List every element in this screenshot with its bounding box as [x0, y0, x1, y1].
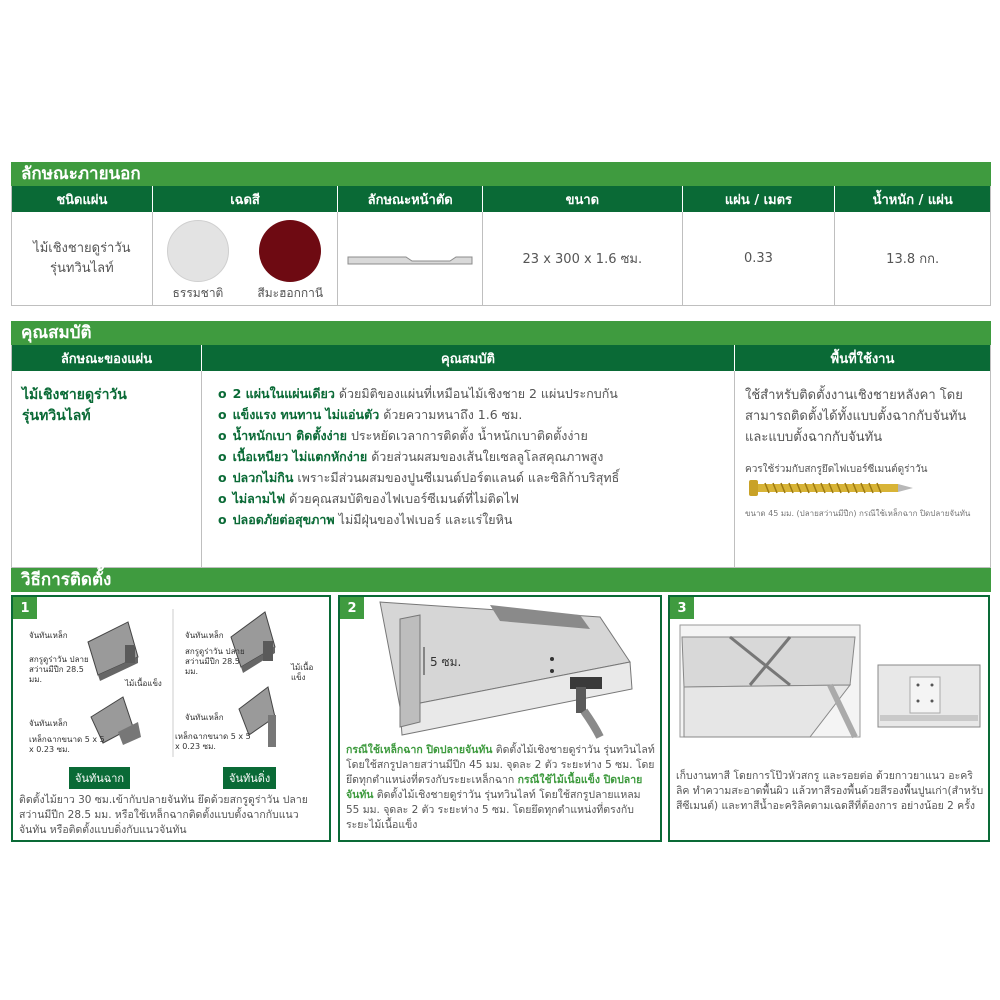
step-2-text-1: ติดตั้งไม้เชิงชายดูร่าวัน รุ่นทวินไลท์ โดยใช้สกรูปลายสว่านมีปีก 45 มม. จุดละ 2 ตัว ระยะห่าง 5 ซม. โดยยึดทุกตำแหน่งที่ตรงกับระยะเหล็กฉาก [346, 744, 655, 786]
label-rafter-d: จันทันเหล็ก [185, 713, 224, 722]
properties-type-cell [12, 371, 202, 567]
label-angle-c: เหล็กฉากขนาด 5 x 5 x 0.23 ซม. [29, 735, 105, 754]
profile-cross-section-image [346, 249, 474, 269]
header-type: ชนิดแผ่น [12, 186, 153, 212]
color-swatches [153, 212, 339, 305]
list-item: o 2 แผ่นในแผ่นเดียว ด้วยมิติของแผ่นที่เหมือนไม้เชิงชาย 2 แผ่นประกบกัน [218, 386, 618, 401]
step-number: 3 [670, 597, 694, 619]
swatch-natural-dot [167, 220, 229, 282]
swatch-mahogany-label: สีมะฮอกกานี [257, 286, 324, 300]
exterior-section-title: ลักษณะภายนอก [11, 162, 991, 186]
header-color: เฉดสี [153, 186, 339, 212]
list-item: o น้ำหนักเบา ติดตั้งง่าย ประหยัดเวลาการติดตั้ง น้ำหนักเบาติดตั้งง่าย [218, 428, 588, 443]
step-3-diagram-image [670, 597, 988, 742]
step-2-text [346, 743, 656, 833]
list-item: o ไม่ลามไฟ ด้วยคุณสมบัติของไฟเบอร์ซีเมนต์ที่ไม่ติดไฟ [218, 491, 520, 506]
header-profile: ลักษณะหน้าตัด [338, 186, 483, 212]
header-size: ขนาด [483, 186, 683, 212]
per-meter-cell: 0.33 [683, 212, 836, 305]
profile-cell [338, 212, 483, 305]
exterior-table [11, 186, 991, 306]
swatch-mahogany [257, 220, 323, 305]
header-usage: พื้นที่ใช้งาน [830, 351, 895, 367]
header-per-meter: แผ่น / เมตร [683, 186, 836, 212]
swatch-natural-label: ธรรมชาติ [172, 286, 224, 300]
product-type-cell [12, 212, 153, 305]
label-rafter-a: จันทันเหล็ก [29, 631, 68, 640]
tag-vertical-rafter: จันทันดิ่ง [223, 767, 276, 789]
screw-image [745, 477, 925, 499]
list-item: o ปลอดภัยต่อสุขภาพ ไม่มีฝุ่นของไฟเบอร์ และแร่ใยหิน [218, 512, 513, 527]
label-screw-b: สกรูดูร่าวัน ปลายสว่านมีปีก 28.5 มม. [185, 647, 245, 676]
step-2-highlight-2: กรณีใช้ไม้เนื้อแข็ง ปิดปลายจันทัน [346, 774, 643, 801]
step-2-diagram-image [340, 597, 660, 742]
exterior-table-row [12, 212, 990, 305]
label-rafter-b: จันทันเหล็ก [185, 631, 224, 640]
step-2-highlight-1: กรณีใช้เหล็กฉาก ปิดปลายจันทัน [346, 744, 493, 756]
header-sheet-type: ลักษณะของแผ่น [12, 345, 202, 371]
label-wood-b: ไม้เนื้อแข็ง [291, 663, 314, 682]
swatch-natural [167, 220, 229, 305]
product-type-line1: ไม้เชิงชายดูร่าวัน [33, 240, 131, 256]
screw-note: ควรใช้ร่วมกับสกรูยึดไฟเบอร์ซีเมนต์ดูร่าวัน [745, 464, 928, 475]
step-3-text: เก็บงานทาสี โดยการโป๊วหัวสกรู และรอยต่อ ด้วยกาวยาแนว อะคริลิค ทำความสะอาดพื้นผิว แล้วทาสีรองพื้นด้วยสีรองพื้นปูนเก่า(สำหรับสีซีเมนต์) และทาสีน้ำอะคริลิคตามเฉดสีที่ต้องการ อย่างน้อย 2 ครั้ง [676, 770, 984, 812]
size-cell: 23 x 300 x 1.6 ซม. [483, 212, 683, 305]
label-rafter-c: จันทันเหล็ก [29, 719, 68, 728]
list-item: o เนื้อเหนียว ไม่แตกหักง่าย ด้วยส่วนผสมของเส้นใยเซลลูโลสคุณภาพสูง [218, 449, 604, 464]
header-weight: น้ำหนัก / แผ่น [872, 192, 953, 208]
label-screw-a: สกรูดูร่าวัน ปลายสว่านมีปีก 28.5 มม. [29, 655, 89, 684]
install-step-1-panel [11, 595, 331, 842]
list-item: o แข็งแรง ทนทาน ไม่แอ่นตัว ด้วยความหนาถึง 1.6 ซม. [218, 407, 523, 422]
properties-table [11, 345, 991, 568]
properties-section-title: คุณสมบัติ [11, 321, 991, 345]
usage-text: ใช้สำหรับติดตั้งงานเชิงชายหลังคา โดยสามารถติดตั้งได้ทั้งแบบตั้งฉากกับจันทัน และแบบตั้งฉากกับจันทัน [745, 388, 967, 445]
properties-list-cell [202, 371, 735, 567]
swatch-mahogany-dot [259, 220, 321, 282]
install-step-2-panel [338, 595, 662, 842]
step-number: 2 [340, 597, 364, 619]
step-number: 1 [13, 597, 37, 619]
label-wood-a: ไม้เนื้อแข็ง [125, 679, 162, 688]
install-step-3-panel [668, 595, 990, 842]
properties-type-line2: รุ่นทวินไลท์ [22, 408, 91, 424]
label-angle-d: เหล็กฉากขนาด 5 x 5 x 0.23 ซม. [175, 732, 251, 751]
step-2-text-2: ติดตั้งไม้เชิงชายดูร่าวัน รุ่นทวินไลท์ โดยใช้สกรูปลายแหลม 55 มม. จุดละ 2 ตัว ระยะห่าง 5 ซม. โดยยึดทุกตำแหน่งที่ตรงกับระยะไม้เนื้อแข็ง [346, 789, 641, 831]
usage-cell [735, 371, 990, 567]
list-item: o ปลวกไม่กิน เพราะมีส่วนผสมของปูนซีเมนต์ปอร์ตแลนด์ และซิลิก้าบริสุทธิ์ [218, 470, 620, 485]
properties-table-row [12, 371, 990, 567]
screw-caption: ขนาด 45 มม. (ปลายสว่านมีปีก) กรณีใช้เหล็กฉาก ปิดปลายจันทัน [745, 509, 971, 518]
properties-table-header [12, 345, 990, 371]
header-properties: คุณสมบัติ [202, 345, 735, 371]
step-1-text: ติดตั้งไม้ยาว 30 ซม.เข้ากับปลายจันทัน ยึดด้วยสกรูดูร่าวัน ปลายสว่านมีปีก 28.5 มม. หรือใช้เหล็กฉากติดตั้งแบบตั้งฉากกับแนวจันทัน หรือติดตั้งแบบดิ่งกับแนวจันทัน [19, 794, 308, 836]
weight-cell: 13.8 กก. [886, 252, 940, 267]
properties-list [202, 371, 734, 530]
product-type-line2: รุ่นทวินไลท์ [50, 260, 114, 276]
properties-type-line1: ไม้เชิงชายดูร่าวัน [22, 387, 127, 403]
install-section-title: วิธีการติดตั้ง [11, 568, 991, 592]
exterior-table-header [12, 186, 990, 212]
tag-perpendicular-rafter: จันทันฉาก [69, 767, 130, 789]
dimension-label: 5 ซม. [430, 655, 462, 669]
